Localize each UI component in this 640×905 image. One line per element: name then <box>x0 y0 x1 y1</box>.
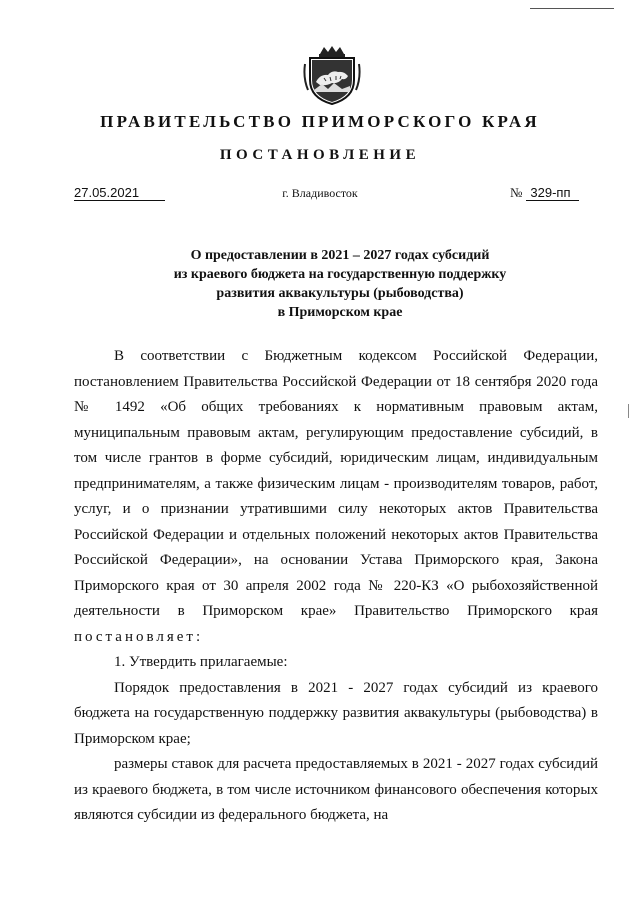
preamble-text: В соответствии с Бюджетным кодексом Российской Федерации, постановлением Правительства Российской Федерации от 18 сентября 2020 года № 1492 «Об общих требованиях к нормативным правовым актам, муниципальным правовым актам, регулирующим предоставление субсидий, в том числе грантов в форме субсидий, юридическим лицам, индивидуальным предпринимателям, а также физическим лицам - производителям товаров, работ, услуг, и о признании утратившими силу некоторых актов Правительства Российской Федерации и отдельных положений некоторых актов Правительства Российской Федерации», на основании Устава Приморского края, Закона Приморского края от 30 апреля 2002 года № 220-КЗ «О рыбохозяйственной деятельности в Приморском крае» Правительство Приморского края <box>74 348 598 619</box>
top-rule <box>530 8 614 9</box>
heading-line: О предоставлении в 2021 – 2027 годах субсидий <box>190 248 490 263</box>
heading-line: развития аквакультуры (рыбоводства) <box>216 286 464 301</box>
heading-line: из краевого бюджета на государственную поддержку <box>173 267 507 282</box>
coat-of-arms-icon <box>302 44 362 106</box>
item-1: 1. Утвердить прилагаемые: <box>114 654 288 670</box>
margin-mark <box>628 404 629 418</box>
resolution-verb: постановляет: <box>74 628 204 645</box>
heading-line: в Приморском крае <box>277 305 403 320</box>
paragraph-rates: размеры ставок для расчета предоставляемых в 2021 - 2027 годах субсидий из краевого бюджета, в том числе источником финансового обеспечения которых являются субсидии из федерального бюджета, на <box>74 756 598 823</box>
preamble-paragraph <box>74 344 598 650</box>
document-heading <box>120 246 560 322</box>
number-value: 329-пп <box>526 185 578 201</box>
document-kind: ПОСТАНОВЛЕНИЕ <box>219 147 421 163</box>
document-city: г. Владивосток <box>282 186 358 200</box>
document-date: 27.05.2021 <box>74 185 165 201</box>
document-number <box>510 185 579 200</box>
document-body <box>74 344 598 829</box>
number-sign: № <box>510 185 523 200</box>
paragraph-order: Порядок предоставления в 2021 - 2027 годах субсидий из краевого бюджета на государственную поддержку развития аквакультуры (рыбоводства) в Приморском крае; <box>74 679 598 747</box>
org-title: ПРАВИТЕЛЬСТВО ПРИМОРСКОГО КРАЯ <box>100 112 540 131</box>
